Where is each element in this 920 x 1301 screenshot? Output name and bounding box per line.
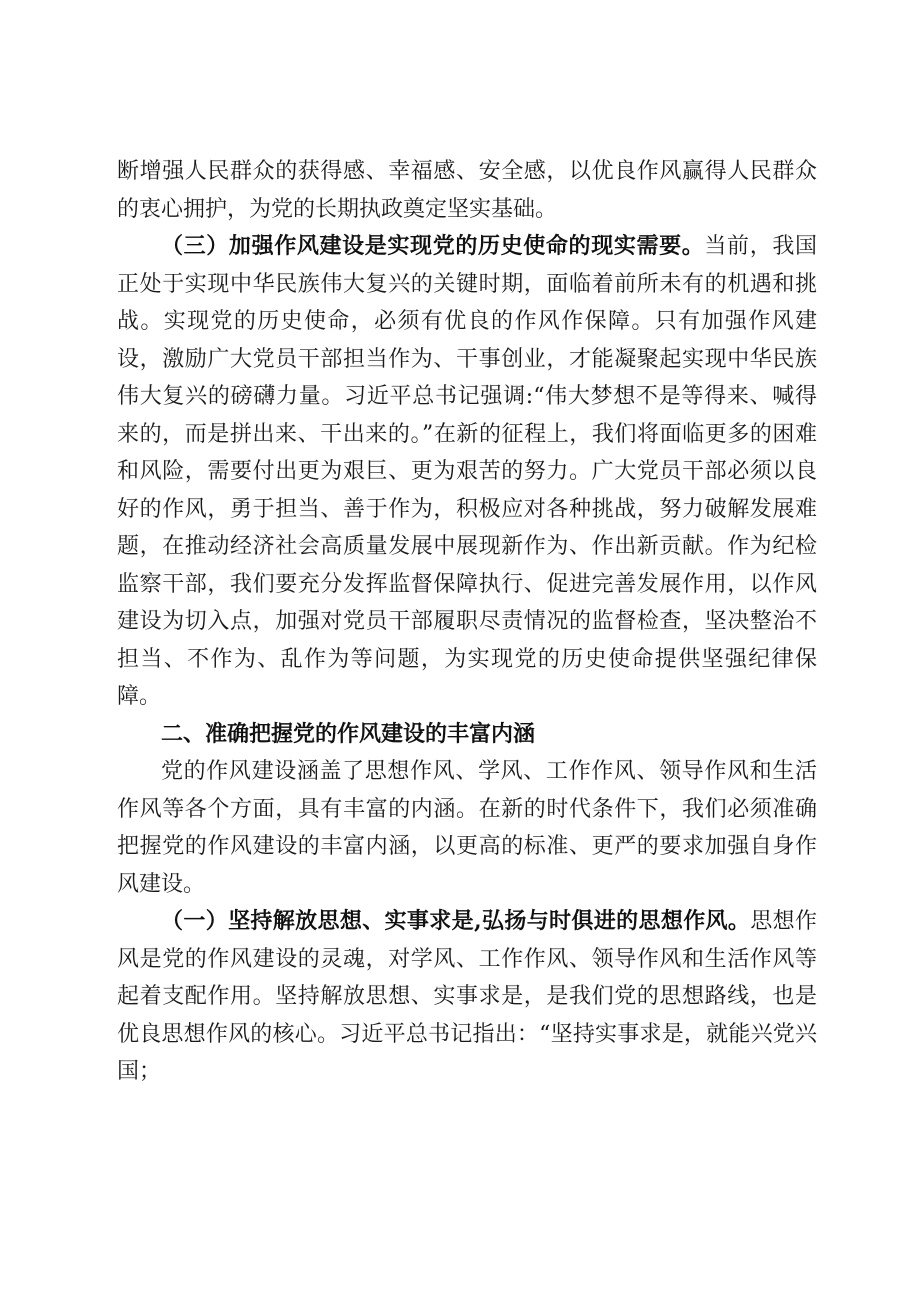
paragraph-intro xyxy=(117,753,817,903)
paragraph-continuation xyxy=(117,153,817,228)
section-heading-3: （三）加强作风建设是实现党的历史使命的现实需要。 xyxy=(161,233,705,259)
section-heading-1: （一）坚持解放思想、实事求是,弘扬与时俱进的思想作风。 xyxy=(161,908,751,934)
paragraph-text: 断增强人民群众的获得感、幸福感、安全感，以优良作风赢得人民群众的衷心拥护，为党的长期执政奠定坚实基础。 xyxy=(117,159,817,222)
paragraph-section-3 xyxy=(117,228,817,716)
document-body xyxy=(117,153,817,1091)
paragraph-text: 当前，我国正处于实现中华民族伟大复兴的关键时期，面临着前所未有的机遇和挑战。实现党的历史使命，必须有优良的作风作保障。只有加强作风建设，激励广大党员干部担当作为、干事创业，才能凝聚起实现中华民族伟大复兴的磅礴力量。习近平总书记强调:“伟大梦想不是等得来、喊得来的，而是拼出来、干出来的。”在新的征程上，我们将面临更多的困难和风险，需要付出更为艰巨、更为艰苦的努力。广大党员干部必须以良好的作风，勇于担当、善于作为，积极应对各种挑战，努力破解发展难题，在推动经济社会高质量发展中展现新作为、作出新贡献。作为纪检监察干部，我们要充分发挥监督保障执行、促进完善发展作用，以作风建设为切入点，加强对党员干部履职尽责情况的监督检查，坚决整治不担当、不作为、乱作为等问题，为实现党的历史使命提供坚强纪律保障。 xyxy=(117,234,817,709)
chapter-heading-2 xyxy=(117,716,817,754)
paragraph-section-1 xyxy=(117,903,817,1091)
paragraph-text: 党的作风建设涵盖了思想作风、学风、工作作风、领导作风和生活作风等各个方面，具有丰富的内涵。在新的时代条件下，我们必须准确把握党的作风建设的丰富内涵，以更高的标准、更严的要求加强自身作风建设。 xyxy=(117,759,817,897)
chapter-heading-text: 二、准确把握党的作风建设的丰富内涵 xyxy=(161,720,536,747)
paragraph-text: 思想作风是党的作风建设的灵魂，对学风、工作作风、领导作风和生活作风等起着支配作用。坚持解放思想、实事求是，是我们党的思想路线，也是优良思想作风的核心。习近平总书记指出：“坚持实事求是，就能兴党兴国； xyxy=(117,909,817,1084)
